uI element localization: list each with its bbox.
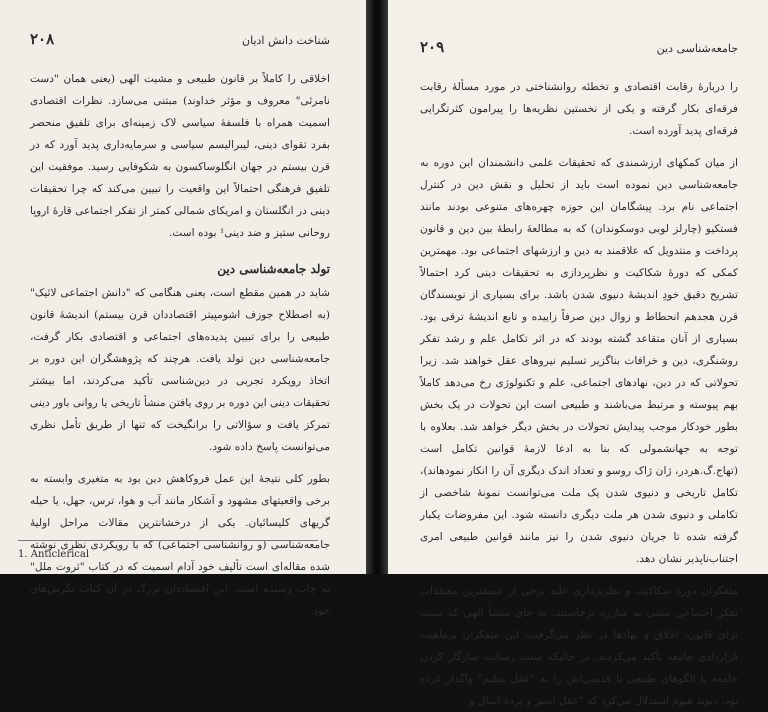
footnote-divider — [18, 540, 318, 541]
section-heading: تولد جامعه‌شناسی دین — [217, 262, 330, 276]
body-paragraph: متفکران دورهٔ شکاکیت و نظرپردازی علیه برخی از عمیقترین معتقدات تفکر اجتماعی سنتی به مبارزه برخاستند. به جای منشأ الهی که سنت برای قانون، اخلاق و نهادها در نظر می‌گرفت، این متفکران برماهیت قراردادی جامعه تأکید می‌کردند. در حالیکه سنت رسالت سازگار کردن جامعه با الگوهای طبیعی یا قدسی‌اش را به "عقل سلیم" واگذار کرده بود، دیوید هیوم استدلال می‌کرد که "عقل اسیر و بردهٔ امیال و — [420, 585, 738, 707]
running-header — [30, 30, 330, 48]
body-paragraph: از میان کمکهای ارزشمندی که تحقیقات علمی دانشمندان این دوره به جامعه‌شناسی دین نموده است باید از تحلیل و نقش دین در کنترل اجتماعی نام برد. پیشگامان این حوزه چهره‌های متنوعی بودند مانند فستکیو (چارلز لوبی دوسکوندان) که به مطالعهٔ رابطهٔ بین دین و قانون پرداخت و منتدویل که علاقمند به دین و ارزشهای اجتماعی بود. مهمترین کمکی که دورهٔ شکاکیت و نظرپردازی به تحقیقات دینی کرد احتمالاً تشریح دقیق خودِ اندیشهٔ دنیوی شدن باشد. برای بسیاری از نویسندگان قرن هجدهم انحطاط و زوال دین صرفاً زاییده و تابع اندیشهٔ ترقی بود. بسیاری از آنان متقاعد گشته بودند که در اثر تکامل علم و رشد تفکر روشنگری، دین و خرافات بناگزیر تسلیم نیروهای عقل خواهند شد. زیرا تحولاتی که در دین، نهادهای اجتماعی، علم و تکنولوژی رخ می‌دهد کاملاً بهم پیوسته و مرتبط می‌باشند و طبیعی است این تحولات در یک بخش بطور خودکار موجب پیدایش تحولات در بخش دیگر خواهد شد. بعلاوه با توجه به جهانشمولی که بنا به ادعا لازمهٔ قوانین تکامل است (تهاج.گ.هردر، ژان ژاک روسو و تعداد اندک دیگری آن را انکار نمودهاند)، تکامل تاریخی و دنیوی شدن یک ملت می‌توانست نمونهٔ شاخصی از تکاملی و دنیوی شدن هر ملت دیگری دانسته شود. این مفروضات یکبار گرفته شده تا جریان دنیوی شدن را نیز مانند قوانین طبیعی امری اجتناب‌ناپذیر نشان دهد. — [420, 157, 738, 565]
book-gutter — [366, 0, 388, 574]
body-paragraph: را دربارهٔ رقابت اقتصادی و تخطئه روانشناختی در مورد مسألهٔ رقابت فرقه‌ای بکار گرفته و یکی از نخستین نظریه‌ها را پیرامون کثرتگرایی فرقه‌ای پدید آورده است. — [420, 81, 738, 137]
body-paragraph: اخلاقی را کاملاً بر قانون طبیعی و مشیت الهی (یعنی همان "دست نامرئی" معروف و مؤثر خداوند) مبتنی می‌سازد. نظرات اقتصادی اسمیت همراه با فلسفهٔ سیاسی لاک زمینه‌ای برای تلفیق منحصر بفرد تقوای دینی، لیبرالیسم سیاسی و سرمایه‌داری پدید آورد که در قرن بیستم در جهان انگلوساکسون به شکوفایی رسید. موفقیت این تلفیق فرهنگی احتمالاً این واقعیت را تبیین می‌کند که چرا تحقیقات دینی در انگلستان و امریکای شمالی کمتر از تفکر اجتماعی قارهٔ اروپا روحانی ستیز و ضد دینی¹ بوده است. — [30, 73, 330, 239]
body-paragraph: بطور کلی نتیجهٔ این عمل فروکاهش دین بود به متغیری وابسته به برخی واقعیتهای مشهود و آشکار مانند آب و هوا، ترس، جهل، یا حیله گریهای کلیسائیان. یکی از درخشانترین مقالات مراحل اولیهٔ جامعه‌شناسی (و روانشناسی اجتماعی) که با رویکردی نظری نوشته شده مقاله‌ای است تألیف خود آدام اسمیت که در کتاب "ثروت ملل" به چاپ رسیده است. این اقتصاددان بزرگ در آن کتاب نگرش‌های خود — [30, 473, 330, 617]
running-title: جامعه‌شناسی دین — [656, 42, 738, 55]
running-header — [420, 38, 738, 56]
page-number: ۲۰۹ — [420, 38, 445, 56]
left-book-page — [0, 0, 366, 617]
running-title: شناخت دانش ادیان — [242, 34, 330, 47]
footnote-area — [18, 540, 330, 560]
right-book-page — [388, 0, 768, 707]
page-number: ۲۰۸ — [30, 30, 55, 48]
body-paragraph: شاید در همین مقطع است، یعنی هنگامی که "دانش اجتماعی لائیک" (به اصطلاح جوزف اشومپیتر اقتصاددان قرن بیستم) اندیشهٔ قانون طبیعی را برای تبیین پدیده‌های اجتماعی و اقتصادی بکار گرفت، جامعه‌شناسی دین تولد یافت. هرچند که پژوهشگران این دوره بر اتخاذ رویکرد تجربی در دین‌شناسی تأکید می‌کردند، اما بیشتر تحقیقات دینی این دوره بر روی یافتن منشأ تاریخی یا روانی باور دینی تمرکز یافت و سؤالاتی را برانگیخت که تنها از طریق تأمل نظری می‌توانست پاسخ داده شود. — [30, 287, 330, 453]
footnote: 1. Anticlerical — [18, 549, 90, 560]
